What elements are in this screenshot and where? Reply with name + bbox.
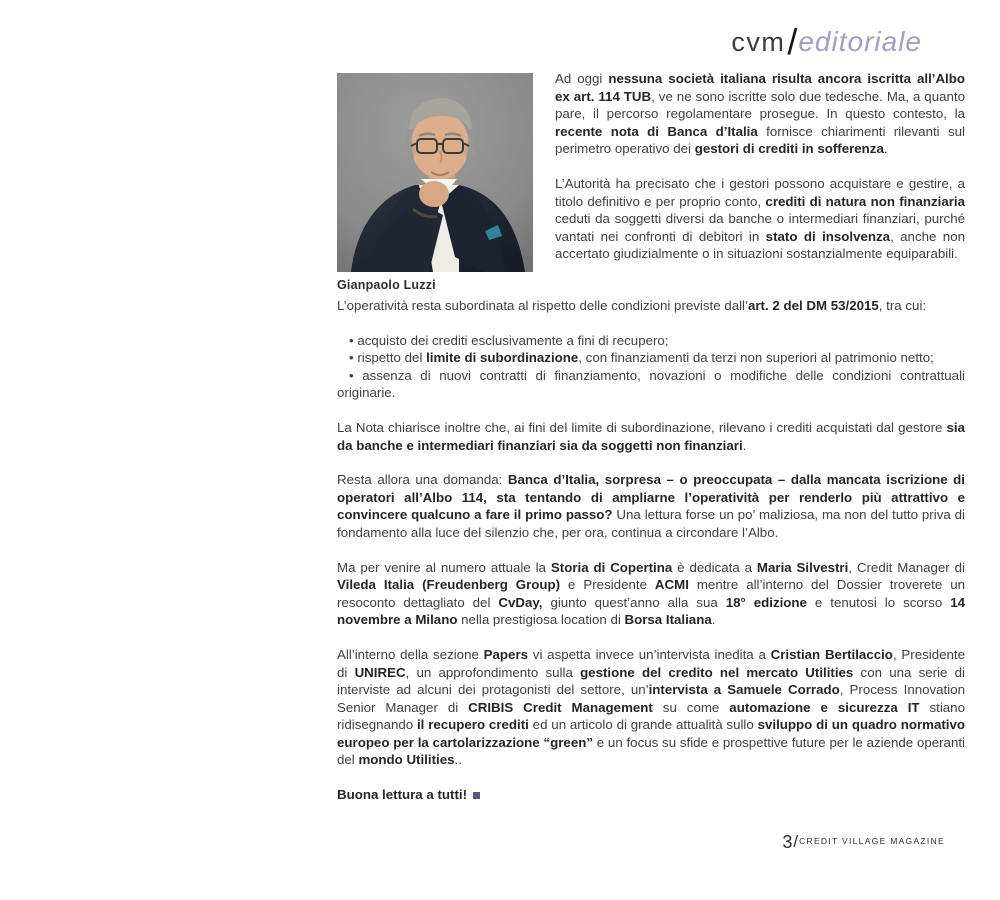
closing-text: Buona lettura a tutti! — [337, 787, 468, 803]
closing-line — [337, 786, 965, 804]
logo-cvm-text: cvm — [731, 27, 786, 57]
end-square-icon — [473, 792, 480, 799]
page-footer — [782, 832, 945, 853]
intro-text-column — [555, 70, 965, 263]
bullet-item-3: • assenza di nuovi contratti di finanziamento, novazioni o modifiche delle condizioni contrattuali originarie. — [337, 367, 965, 401]
author-portrait-photo — [337, 73, 533, 272]
portrait-illustration — [337, 73, 533, 272]
paragraph-conditions: L’operatività resta subordinata al rispetto delle condizioni previste dall’art. 2 del DM 53/2015, tra cui: — [337, 298, 927, 313]
page-number: 3 — [782, 832, 793, 852]
logo-slash: / — [787, 21, 798, 62]
bullet-item-1: • acquisto dei crediti esclusivamente a fini di recupero; — [349, 332, 669, 348]
footer-slash: / — [793, 832, 799, 851]
paragraph-domanda: Resta allora una domanda: Banca d’Italia, sorpresa – o preoccupata – dalla mancata iscrizione di operatori all’Albo 114, sta tentando di ampliarne l’operatività per renderlo più attrattivo e convincere qualcuno a fare il primo passo? Una lettura forse un po’ maliziosa, ma non del tutto priva di fondamento alla luce del silenzio che, per ora, continua a circondare l’Albo. — [337, 472, 966, 540]
photo-caption: Gianpaolo Luzzi — [337, 278, 436, 292]
paragraph-intro-2: L’Autorità ha precisato che i gestori possono acquistare e gestire, a titolo definitivo e per proprio conto, crediti di natura non finanziaria ceduti da soggetti diversi da banche o intermediari finanziari, purché vantati nei confronti di debitori in stato di insolvenza, anche non accertato giudizialmente o in situazioni sostanzialmente equiparabili. — [555, 175, 965, 262]
bullet-list — [337, 332, 965, 402]
paragraph-copertina: Ma per venire al numero attuale la Storia di Copertina è dedicata a Maria Silvestri, Credit Manager di Vileda Italia (Freudenberg Group) e Presidente ACMI mentre all’interno del Dossier troverete un resoconto dettagliato del CvDay, giunto quest’anno alla sua 18° edizione e tenutosi lo scorso 14 novembre a Milano nella prestigiosa location di Borsa Italiana. — [337, 559, 966, 628]
logo-section-name: editoriale — [798, 26, 922, 57]
paragraph-papers: All’interno della sezione Papers vi aspetta invece un’intervista inedita a Cristian Bertilaccio, Presidente di UNIREC, un approfondimento sulla gestione del credito nel mercato Utilities con una serie di interviste ad alcuni dei protagonisti del settore, un’intervista a Samuele Corrado, Process Innovation Senior Manager di CRIBIS Credit Management su come automazione e sicurezza IT stiano ridisegnando il recupero crediti ed un articolo di grande attualità sullo sviluppo di un quadro normativo europeo per la cartolarizzazione “green” e un focus su sfide e prospettive future per le aziende operanti del mondo Utilities.. — [337, 646, 965, 768]
magazine-name: CREDIT VILLAGE MAGAZINE — [799, 836, 945, 846]
paragraph-nota: La Nota chiarisce inoltre che, ai fini del limite di subordinazione, rilevano i crediti acquistati dal gestore sia da banche e intermediari finanziari sia da soggetti non finanziari. — [337, 419, 965, 453]
paragraph-intro-1: Ad oggi nessuna società italiana risulta ancora iscritta all’Albo ex art. 114 TUB, ve ne sono iscritte solo due tedesche. Ma, a quanto pare, il percorso regolamentare prosegue. In questo contesto, la recente nota di Banca d’Italia fornisce chiarimenti rilevanti sul perimetro operativo dei gestori di crediti in sofferenza. — [555, 71, 965, 157]
magazine-logo — [731, 18, 922, 60]
bullet-item-2: • rispetto del limite di subordinazione, con finanziamenti da terzi non superiori al patrimonio netto; — [349, 350, 934, 366]
main-text-column — [337, 297, 965, 804]
